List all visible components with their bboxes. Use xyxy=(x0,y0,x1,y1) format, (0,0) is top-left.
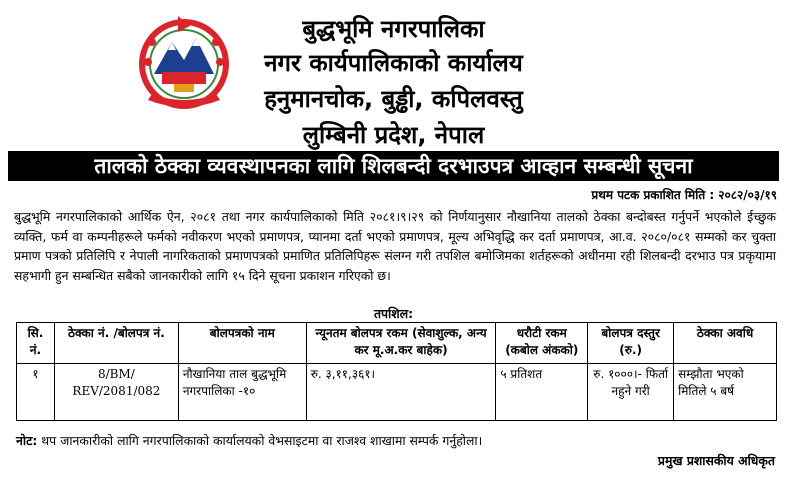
table-cell: रु. ३,११,३६१। xyxy=(306,364,496,421)
footer-note xyxy=(16,432,482,449)
header-cell: न्यूनतम बोलपत्र रकम (सेवाशुल्क, अन्य कर मू.अ.कर बाहेक) xyxy=(306,323,496,364)
province-country: लुम्बिनी प्रदेश, नेपाल xyxy=(302,121,485,149)
note-label: नोट: xyxy=(16,433,38,448)
table-header-row xyxy=(17,323,777,364)
table-row xyxy=(17,364,777,421)
header-cell: ठेक्का अवधि xyxy=(674,323,777,364)
published-date: प्रथम पटक प्रकाशित मिति : २०८२/०३/१९ xyxy=(591,188,777,202)
table-cell: १ xyxy=(17,364,55,421)
table-cell: नौखानिया ताल बुद्धभूमि नगरपालिका -१० xyxy=(178,364,306,421)
header-cell: ठेक्का नं. /बोलपत्र नं. xyxy=(54,323,178,364)
office-address: हनुमानचोक, बुड्ढी, कपिलवस्तु xyxy=(264,85,523,113)
table-cell: सम्झौता भएको मितिले ५ बर्ष xyxy=(674,364,777,421)
notice-body: बुद्धभूमि नगरपालिकाको आर्थिक ऐन, २०८१ तथा नगर कार्यपालिकाको मिति २०८१।९।२९ को निर्णयानुसार नौखानिया तालको ठेक्का बन्दोबस्त गर्नुपर्ने भएकोले ईच्छुक व्यक्ति, फर्म वा कम्पनीहरूले फर्मको नवीकरण भएको प्रमाणपत्र, प्यानमा दर्ता भएको प्रमाणपत्र, मूल्य अभिवृद्धि कर दर्ता प्रमाणपत्र, आ.व. २०८०/०८१ सम्मको कर चुक्ता प्रमाण पत्रको प्रतिलिपि र नेपाली नागरिकताको प्रमाणपत्रको प्रमाणित प्रतिलिपिहरू संलग्न गरी तपशिल बमोजिमका शर्तहरूको अधीनमा रही शिलबन्दी दरभाउ पत्र प्रकृयामा सहभागी हुन सम्बन्धित सबैको जानकारीको लागि १५ दिने सूचना प्रकाशन गरिएको छ। xyxy=(14,209,776,283)
tender-table xyxy=(16,322,777,421)
details-heading: तपशिल: xyxy=(373,306,414,321)
table-cell: 8/BM/ REV/2081/082 xyxy=(54,364,178,421)
header-cell: सि. नं. xyxy=(17,323,55,364)
table-cell: ५ प्रतिशत xyxy=(496,364,588,421)
header-cell: बोलपत्र दस्तुर (रु.) xyxy=(588,323,674,364)
municipality-name: बुद्धभूमि नगरपालिका xyxy=(302,15,485,43)
header-cell: धरौटी रकम (कबोल अंकको) xyxy=(496,323,588,364)
header-cell: बोलपत्रको नाम xyxy=(178,323,306,364)
notice-title: तालको ठेक्का व्यवस्थापनका लागि शिलबन्दी दरभाउपत्र आव्हान सम्बन्धी सूचना xyxy=(8,151,779,181)
table-cell: रु. १०००।- फिर्ता नहुने गरी xyxy=(588,364,674,421)
signatory: प्रमुख प्रशासकीय अधिकृत xyxy=(657,453,775,468)
note-text: थप जानकारीको लागि नगरपालिकाको कार्यालयको वेभसाइटमा वा राजश्व शाखामा सम्पर्क गर्नुहोला। xyxy=(37,433,483,448)
office-name: नगर कार्यपालिकाको कार्यालय xyxy=(264,49,523,77)
